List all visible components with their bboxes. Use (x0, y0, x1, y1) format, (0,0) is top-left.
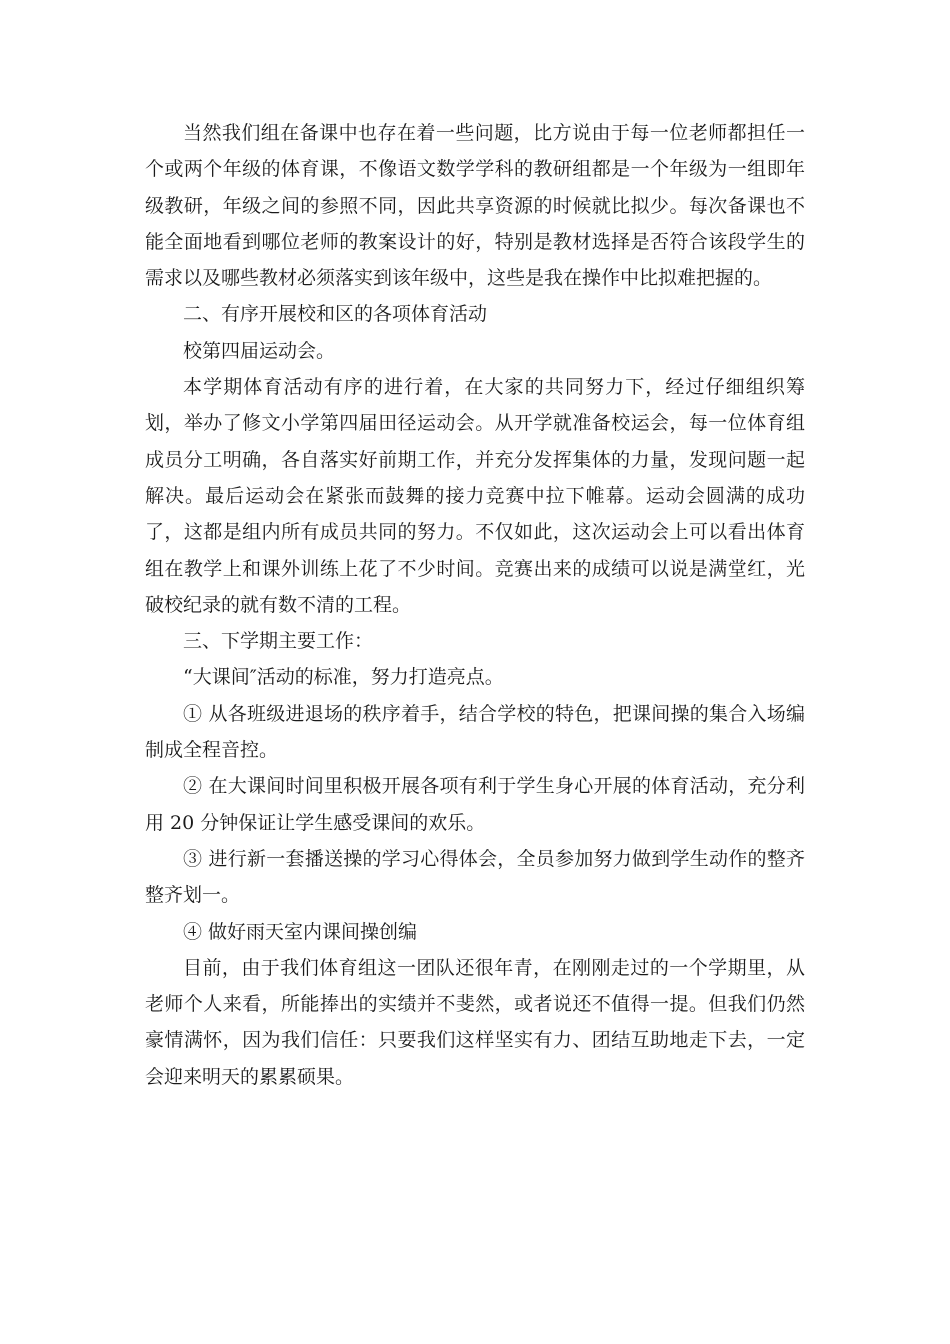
paragraph-conclusion: 目前，由于我们体育组这一团队还很年青，在刚刚走过的一个学期里，从老师个人来看，所能捧出的实绩并不斐然，或者说还不值得一提。但我们仍然豪情满怀，因为我们信任：只要我们这样坚实有力、团结互助地走下去，一定会迎来明天的累累硕果。 (145, 956, 805, 1088)
list-item-3: ③ 进行新一套播送操的学习心得体会，全员参加努力做到学生动作的整齐整齐划一。 (145, 847, 805, 907)
section-heading-next-term: 三、下学期主要工作： (183, 630, 374, 653)
paragraph-lesson-prep-problems: 当然我们组在备课中也存在着一些问题，比方说由于每一位老师都担任一个或两个年级的体育课，不像语文数学学科的教研组都是一个年级为一组即年级教研，年级之间的参照不同，因此共享资源的时候就比拟少。每次备课也不能全面地看到哪位老师的教案设计的好，特别是教材选择是否符合该段学生的需求以及哪些教材必须落实到该年级中，这些是我在操作中比拟难把握的。 (145, 122, 805, 290)
section-heading-activities: 二、有序开展校和区的各项体育活动 (183, 303, 488, 326)
subheading-sports-meet: 校第四届运动会。 (183, 339, 336, 362)
list-item-1: ① 从各班级进退场的秩序着手，结合学校的特色，把课间操的集合入场编制成全程音控。 (145, 702, 805, 762)
list-item-4: ④ 做好雨天室内课间操创编 (183, 920, 418, 943)
subheading-big-break: “大课间″活动的标准，努力打造亮点。 (183, 666, 504, 689)
list-item-2: ② 在大课间时间里积极开展各项有利于学生身心开展的体育活动，充分利用 20 分钟保证让学生感受课间的欢乐。 (145, 775, 805, 834)
paragraph-sports-meet: 本学期体育活动有序的进行着，在大家的共同努力下，经过仔细组织筹划，举办了修文小学第四届田径运动会。从开学就准备校运会，每一位体育组成员分工明确，各自落实好前期工作，并充分发挥集体的力量，发现问题一起解决。最后运动会在紧张而鼓舞的接力竞赛中拉下帷幕。运动会圆满的成功了，这都是组内所有成员共同的努力。不仅如此，这次运动会上可以看出体育组在教学上和课外训练上花了不少时间。竞赛出来的成绩可以说是满堂红，光破校纪录的就有数不清的工程。 (145, 376, 805, 616)
document-page (145, 115, 805, 1095)
